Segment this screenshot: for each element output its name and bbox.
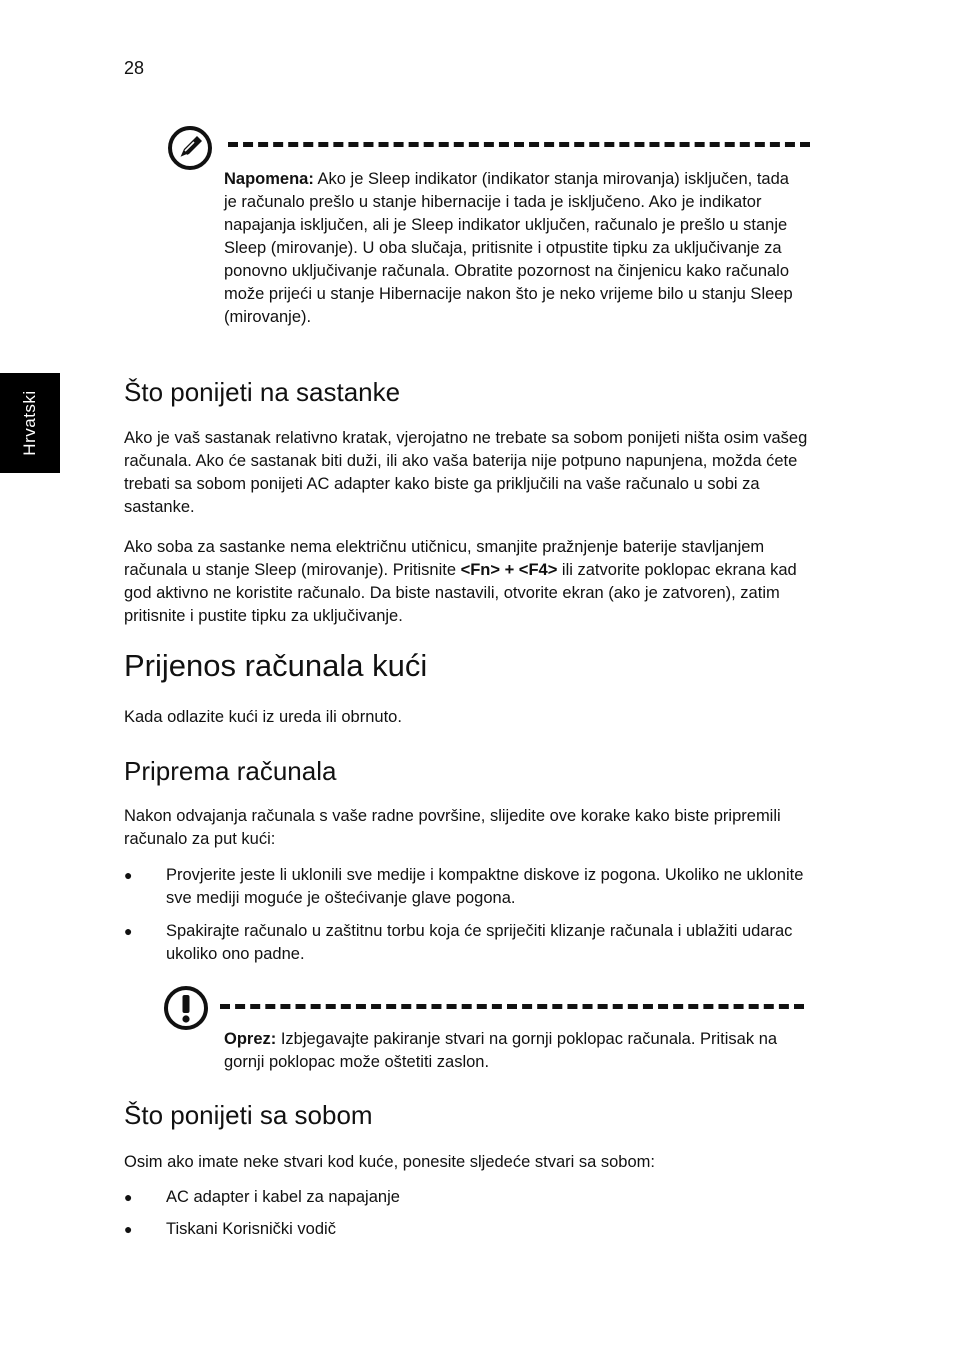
bullet-glyph: ● (124, 923, 133, 939)
bullet-glyph: ● (124, 1221, 133, 1237)
heading-bring: Što ponijeti sa sobom (124, 1100, 373, 1130)
note-text (224, 168, 804, 329)
caution-text (224, 1028, 804, 1074)
bullet-glyph: ● (124, 867, 133, 883)
note-icon (166, 124, 214, 172)
list-item (124, 920, 814, 968)
list-item-text: Tiskani Korisnički vodič (166, 1220, 336, 1238)
caution-label: Oprez: (224, 1030, 277, 1048)
note-label: Napomena: (224, 170, 314, 188)
key-combination: <Fn> + <F4> (460, 561, 558, 579)
prepare-intro: Nakon odvajanja računala s vaše radne površine, slijedite ove korake kako biste pripremili računalo za put kući: (124, 807, 781, 848)
heading-carry-home: Prijenos računala kući (124, 648, 428, 683)
page-number: 28 (124, 58, 145, 78)
list-item (124, 1218, 814, 1242)
list-item-text: Provjerite jeste li uklonili sve medije i kompaktne diskove iz pogona. Ukoliko ne uklonite sve mediji moguće je oštećivanje glave pogona. (166, 866, 804, 907)
heading-prepare: Priprema računala (124, 756, 337, 786)
meeting-paragraph-2 (124, 536, 809, 628)
list-item-text: AC adapter i kabel za napajanje (166, 1188, 400, 1206)
meeting-para2-start: Ako soba za sastanke nema električnu utičnicu, smanjite pražnjenje baterije stavljanjem računala u stanje Sleep (mirovanje). Pritisnite (124, 538, 765, 579)
note-divider (228, 142, 810, 147)
list-item (124, 864, 814, 912)
bring-intro: Osim ako imate neke stvari kod kuće, ponesite sljedeće stvari sa sobom: (124, 1153, 655, 1171)
note-body: Ako je Sleep indikator (indikator stanja mirovanja) isključen, tada je računalo prešlo u stanje hibernacije i tada je isključeno. Ako je indikator napajanja isključen, ali je Sleep indikator uključen, računalo je prešlo u stanje Sleep (mirovanje). U oba slučaja, pritisnite i otpustite tipku za uključivanje za ponovno uključivanje računala. Obratite pozornost na činjenicu kako računalo može prijeći u stanje Hibernacije nakon što je neko vrijeme bilo u stanju Sleep (mirovanje). (224, 170, 793, 326)
meeting-paragraph-1: Ako je vaš sastanak relativno kratak, vjerojatno ne trebate sa sobom ponijeti ništa osim vašeg računala. Ako će sastanak biti duži, ili ako vaša baterija nije potpuno napunjena, možda ćete trebati sa sobom ponijeti AC adapter kako biste ga priključili na vaše računalo u sobi za sastanke. (124, 429, 808, 516)
caution-body: Izbjegavajte pakiranje stvari na gornji poklopac računala. Pritisak na gornji poklopac može oštetiti zaslon. (224, 1030, 778, 1071)
language-side-tab (0, 373, 60, 473)
caution-divider (220, 1004, 804, 1009)
bullet-glyph: ● (124, 1189, 133, 1205)
side-tab-label: Hrvatski (20, 390, 39, 456)
meeting-para2-end: ili zatvorite poklopac ekrana kad god aktivno ne koristite računalo. Da biste nastavili, otvorite ekran (ako je zatvoren), zatim pritisnite i pustite tipku za uključivanje. (124, 561, 797, 625)
home-intro: Kada odlazite kući iz ureda ili obrnuto. (124, 708, 402, 726)
list-item (124, 1186, 814, 1210)
heading-meeting: Što ponijeti na sastanke (124, 377, 401, 407)
caution-icon (162, 984, 210, 1032)
list-item-text: Spakirajte računalo u zaštitnu torbu koja će spriječiti klizanje računala i ublažiti udarac ukoliko ono padne. (166, 922, 793, 963)
